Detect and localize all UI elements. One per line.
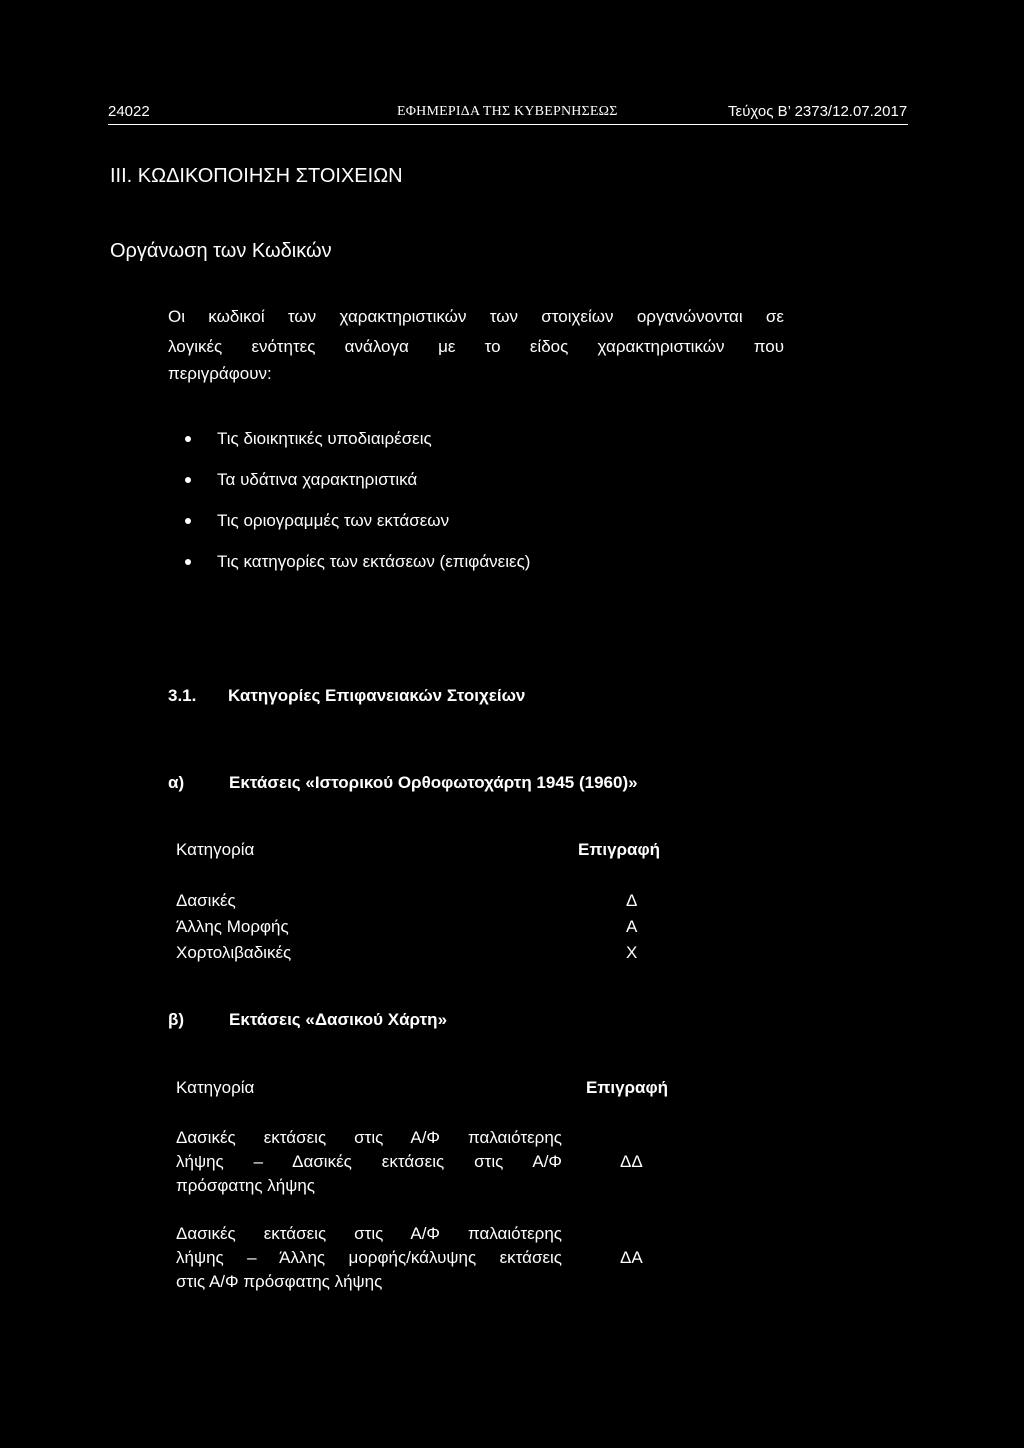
part-b-row-category-line: Δασικές εκτάσεις στις Α/Φ παλαιότερης bbox=[176, 1224, 562, 1243]
part-a-row-category: Χορτολιβαδικές bbox=[176, 943, 292, 962]
header-rule bbox=[108, 124, 908, 125]
part-b-row-label: ΔΔ bbox=[620, 1152, 643, 1171]
bullet-dot bbox=[185, 436, 191, 442]
part-a-row-label: Χ bbox=[626, 943, 638, 962]
bullet-dot bbox=[185, 518, 191, 524]
part-b-row-category-line: λήψης – Δασικές εκτάσεις στις Α/Φ bbox=[176, 1152, 562, 1171]
part-a-row-label: Δ bbox=[626, 891, 638, 910]
bullet-text: Τα υδάτινα χαρακτηριστικά bbox=[217, 470, 418, 489]
section-title: III. ΚΩΔΙΚΟΠΟΙΗΣΗ ΣΤΟΙΧΕΙΩΝ bbox=[110, 165, 403, 187]
part-b-col-label: Επιγραφή bbox=[586, 1078, 669, 1097]
bullet-item bbox=[185, 551, 530, 592]
bullet-item bbox=[185, 428, 530, 469]
part-a-row-category: Άλλης Μορφής bbox=[176, 917, 289, 936]
bullet-item bbox=[185, 510, 530, 551]
subsection-3-1-number: 3.1. bbox=[168, 686, 197, 705]
part-b-row-category-line: λήψης – Άλλης μορφής/κάλυψης εκτάσεις bbox=[176, 1248, 562, 1267]
part-b-row-category-line: στις Α/Φ πρόσφατης λήψης bbox=[176, 1272, 383, 1291]
page-number: 24022 bbox=[108, 103, 150, 120]
subsection-title: Οργάνωση των Κωδικών bbox=[110, 240, 332, 262]
part-b-marker: β) bbox=[168, 1010, 185, 1029]
intro-line-1: Οι κωδικοί των χαρακτηριστικών των στοιχείων οργανώνονται σε bbox=[168, 307, 784, 326]
part-a-col-label: Επιγραφή bbox=[578, 840, 661, 859]
bullet-text: Τις οριογραμμές των εκτάσεων bbox=[217, 511, 450, 530]
bullet-item bbox=[185, 469, 530, 510]
publication-title: ΕΦΗΜΕΡΙΔΑ ΤΗΣ ΚΥΒΕΡΝΗΣΕΩΣ bbox=[397, 104, 618, 119]
part-a-col-category: Κατηγορία bbox=[176, 840, 255, 859]
subsection-3-1-title: Κατηγορίες Επιφανειακών Στοιχείων bbox=[228, 686, 526, 705]
bullet-dot bbox=[185, 477, 191, 483]
part-b-row-label: ΔΑ bbox=[620, 1248, 643, 1267]
part-a-marker: α) bbox=[168, 773, 185, 792]
feature-bullet-list bbox=[185, 428, 530, 592]
intro-line-2: λογικές ενότητες ανάλογα με το είδος χαρακτηριστικών που bbox=[168, 337, 784, 356]
part-b-row-category-line: Δασικές εκτάσεις στις Α/Φ παλαιότερης bbox=[176, 1128, 562, 1147]
bullet-text: Τις κατηγορίες των εκτάσεων (επιφάνειες) bbox=[217, 552, 531, 571]
issue-info: Τεύχος Β’ 2373/12.07.2017 bbox=[728, 103, 908, 120]
part-b-col-category: Κατηγορία bbox=[176, 1078, 255, 1097]
part-a-row-category: Δασικές bbox=[176, 891, 236, 910]
bullet-text: Τις διοικητικές υποδιαιρέσεις bbox=[217, 429, 432, 448]
intro-line-3: περιγράφουν: bbox=[168, 364, 272, 383]
part-a-row-label: Α bbox=[626, 917, 638, 936]
part-b-row-category-line: πρόσφατης λήψης bbox=[176, 1176, 316, 1195]
bullet-dot bbox=[185, 559, 191, 565]
part-a-title: Εκτάσεις «Ιστορικού Ορθοφωτοχάρτη 1945 (1960)» bbox=[229, 773, 638, 792]
part-b-title: Εκτάσεις «Δασικού Χάρτη» bbox=[229, 1010, 448, 1029]
